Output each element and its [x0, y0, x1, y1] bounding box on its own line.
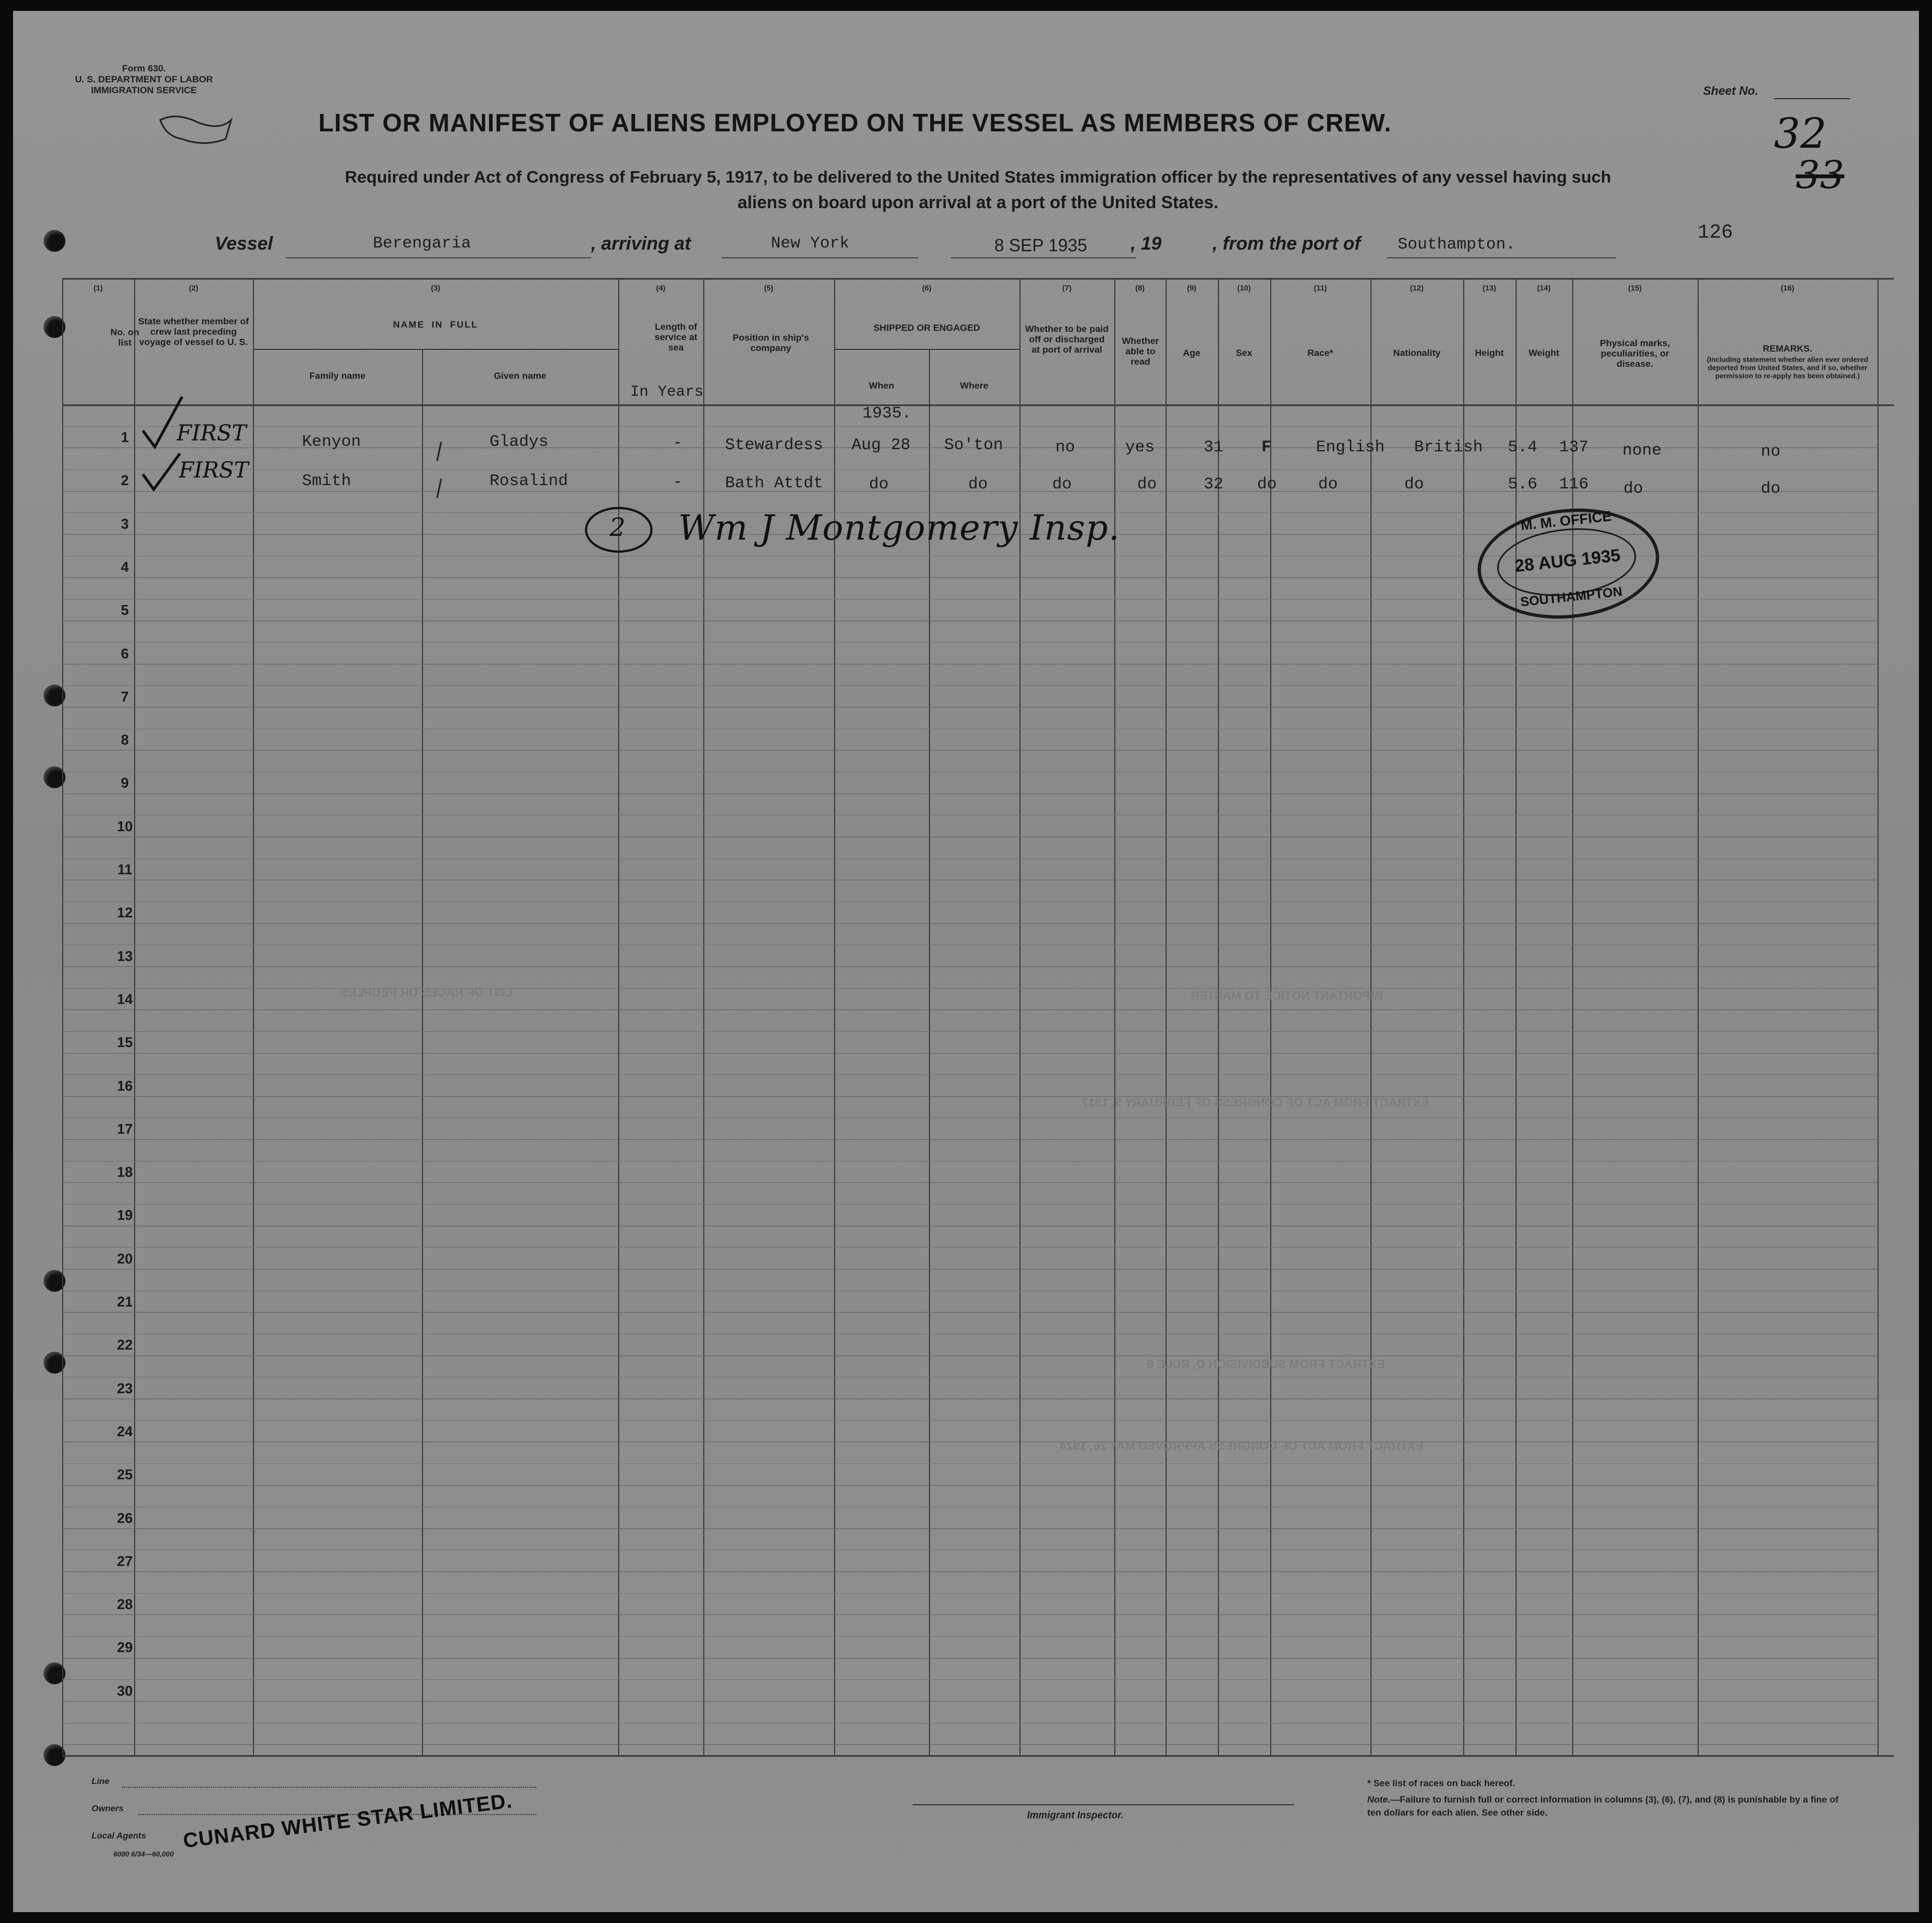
from-label: , from the port of	[1212, 233, 1361, 254]
subtitle	[188, 165, 1768, 215]
footer-owners-label: Owners	[92, 1804, 124, 1813]
col-header-weight: Weight	[1528, 348, 1560, 358]
row-rule	[62, 750, 1877, 751]
col-num: (10)	[1237, 283, 1251, 292]
sheet-no-label: Sheet No.	[1703, 84, 1759, 98]
row-rule	[62, 1744, 1877, 1745]
col-header-prev-voyage: State whether member of crew last preceding voyage of vessel to U. S.	[138, 316, 249, 347]
tick-mark	[436, 479, 442, 498]
row-rule	[62, 469, 1877, 470]
row-rule	[62, 1031, 1877, 1032]
arrival-date: 8 SEP 1935	[994, 235, 1088, 255]
row-rule	[62, 1528, 1877, 1529]
row-rule	[62, 1420, 1877, 1421]
row-rule	[62, 1247, 1877, 1248]
vessel-label: Vessel	[215, 233, 273, 254]
col-line	[1572, 278, 1573, 1756]
row-number: 9	[120, 775, 129, 791]
row-number: 23	[117, 1380, 133, 1396]
physical-marks: none	[1622, 442, 1662, 460]
paid-off: do	[1052, 475, 1072, 494]
col-header-remarks-sub: (Including statement whether alien ever ordered deported from United States, and if so, whether permission to re-apply has been obtained.)	[1706, 355, 1869, 380]
row-rule	[62, 426, 1877, 427]
footer-agents-label: Local Agents	[92, 1831, 146, 1841]
list-number: 126	[1698, 221, 1733, 244]
col-num: (9)	[1187, 283, 1197, 292]
col-line	[1166, 278, 1167, 1756]
from-port: Southampton.	[1398, 235, 1516, 254]
row-number: 21	[117, 1293, 133, 1310]
form-number: Form 630.	[122, 63, 166, 74]
physical-marks: do	[1623, 480, 1644, 498]
col-line	[1270, 278, 1271, 1756]
col-num: (11)	[1313, 283, 1327, 292]
col-num: (15)	[1628, 283, 1642, 292]
bleed-extract-3: EXTRACT FROM ACT OF CONGRESS APPROVED MAY 26, 1924	[1060, 1439, 1424, 1453]
row-number: 2	[120, 472, 129, 488]
check-mark-icon	[140, 450, 183, 494]
race: do	[1318, 475, 1338, 494]
col-num: (12)	[1410, 283, 1424, 292]
nationality: British	[1414, 438, 1483, 457]
shipped-year: 1935.	[862, 404, 912, 423]
row-rule	[62, 923, 1877, 924]
note-label: Note.	[1367, 1794, 1391, 1805]
col-header-family-name: Family name	[309, 371, 366, 381]
subtitle-line-2: aliens on board upon arrival at a port of the United States.	[738, 192, 1218, 212]
shipped-where: So'ton	[944, 436, 1004, 455]
row-rule	[62, 1139, 1877, 1140]
bleed-extract-1: EXTRACT FROM ACT OF CONGRESS OF FEBRUARY 5, 1917	[1082, 1096, 1429, 1109]
row-rule	[62, 858, 1877, 859]
col-header-remarks: REMARKS.	[1762, 343, 1813, 354]
row-number: 29	[117, 1639, 133, 1655]
sex: F	[1261, 438, 1272, 457]
col-num: (6)	[922, 283, 932, 292]
office-stamp	[1472, 500, 1664, 627]
year-label: , 19	[1131, 233, 1162, 254]
subtitle-line-1: Required under Act of Congress of February 5, 1917, to be delivered to the United States immigration officer by the representatives of any vessel having such	[345, 167, 1611, 186]
col-header-paid-off: Whether to be paid off or discharged at port of arrival	[1025, 324, 1109, 355]
col-header-sex: Sex	[1235, 348, 1253, 358]
remarks: do	[1761, 480, 1781, 498]
row-number: 11	[117, 861, 132, 878]
row-rule	[62, 1701, 1877, 1702]
col-num: (5)	[764, 283, 774, 292]
col-line	[1877, 278, 1879, 1756]
shipped-when: Aug 28	[852, 436, 911, 455]
sex: do	[1257, 475, 1277, 494]
age: 31	[1204, 438, 1224, 457]
form-icon	[155, 109, 237, 153]
col-header-service: Length of service at sea	[654, 322, 698, 353]
row-number: 30	[117, 1683, 133, 1699]
col-header-position: Position in ship's company	[732, 332, 810, 353]
footer-line-rule	[122, 1787, 536, 1788]
row-rule	[62, 1009, 1877, 1010]
vessel-name: Berengaria	[373, 234, 472, 253]
prev-voyage: FIRST	[179, 458, 249, 483]
col-num: (4)	[656, 283, 666, 292]
col-header-physical-marks: Physical marks, peculiarities, or disease.	[1599, 338, 1670, 369]
row-rule	[62, 1723, 1877, 1724]
prev-voyage: FIRST	[177, 421, 246, 446]
row-number: 28	[117, 1596, 133, 1612]
row-number: 19	[117, 1207, 133, 1223]
stamp-top: M. M. OFFICE	[1519, 507, 1613, 534]
row-number: 24	[117, 1423, 133, 1440]
name-subheader-rule	[253, 349, 618, 350]
col-num: (7)	[1062, 283, 1072, 292]
col-line	[929, 349, 930, 1756]
row-number: 22	[117, 1337, 133, 1353]
nationality: do	[1404, 475, 1424, 494]
row-rule	[62, 1312, 1877, 1313]
inspector-signature: Wm J Montgomery Insp.	[678, 508, 1120, 548]
col-header-where: Where	[960, 380, 988, 391]
able-to-read: yes	[1125, 438, 1155, 457]
failure-note	[1367, 1793, 1847, 1819]
races-note: * See list of races on back hereof.	[1367, 1778, 1516, 1788]
print-code: 6080 6/34—60,000	[113, 1850, 174, 1858]
row-rule	[62, 1485, 1877, 1486]
col-line	[1516, 278, 1517, 1756]
col-line	[834, 278, 835, 1756]
row-number: 20	[117, 1250, 133, 1267]
inspector-rule	[913, 1804, 1294, 1805]
agent-stamp: CUNARD WHITE STAR LIMITED.	[182, 1789, 514, 1853]
stamp-date: 28 AUG 1935	[1513, 545, 1621, 576]
race: English	[1316, 438, 1385, 457]
col-line	[134, 278, 135, 1756]
row-number: 26	[117, 1510, 133, 1526]
col-header-shipped: SHIPPED OR ENGAGED	[873, 323, 980, 333]
col-header-nationality: Nationality	[1393, 348, 1441, 358]
row-number: 1	[120, 429, 129, 445]
remarks: no	[1761, 443, 1781, 461]
service: IMMIGRATION SERVICE	[91, 85, 197, 95]
col-header-height: Height	[1475, 348, 1504, 358]
vessel-rule	[286, 257, 591, 258]
row-number: 12	[117, 904, 133, 921]
family-name: Kenyon	[302, 433, 361, 451]
table-header-bottom-rule	[62, 404, 1894, 406]
row-rule	[62, 1636, 1877, 1637]
row-number: 7	[120, 688, 129, 705]
col-header-name: NAME IN FULL	[393, 319, 478, 330]
col-line	[253, 278, 254, 1756]
row-number: 4	[120, 559, 129, 575]
row-rule	[62, 642, 1877, 643]
col-line	[1218, 278, 1219, 1756]
col-line	[1019, 278, 1021, 1756]
row-rule	[62, 1074, 1877, 1075]
row-rule	[62, 1096, 1877, 1097]
col-line	[703, 278, 704, 1756]
row-rule	[62, 1679, 1877, 1680]
row-number: 8	[120, 731, 129, 748]
row-number: 15	[117, 1034, 133, 1050]
col-line	[1370, 278, 1372, 1756]
col-header-age: Age	[1182, 348, 1201, 358]
weight: 116	[1559, 475, 1589, 494]
weight: 137	[1559, 438, 1589, 457]
given-name: Gladys	[490, 433, 549, 451]
service-years: -	[673, 473, 683, 492]
immigrant-inspector-label: Immigrant Inspector.	[1027, 1810, 1124, 1821]
table-top-rule	[62, 278, 1894, 280]
row-rule	[62, 1204, 1877, 1205]
col-line	[62, 278, 63, 1756]
row-number: 10	[117, 818, 133, 834]
form-header	[62, 63, 226, 96]
row-rule	[62, 1182, 1877, 1183]
col-num: (13)	[1482, 283, 1496, 292]
row-number: 5	[120, 602, 129, 618]
shipped-subheader-rule	[834, 349, 1019, 350]
stamp-bottom: SOUTHAMPTON	[1519, 584, 1623, 610]
row-number: 6	[120, 645, 129, 662]
row-rule	[62, 966, 1877, 967]
row-rule	[62, 1614, 1877, 1615]
row-number: 27	[117, 1553, 133, 1569]
col-num: (16)	[1780, 283, 1795, 292]
row-rule	[62, 988, 1877, 989]
shipped-when: do	[869, 475, 889, 494]
row-rule	[62, 1053, 1877, 1054]
bleed-races-title: LIST OF RACES OR PEOPLES	[340, 985, 513, 999]
row-rule	[62, 1117, 1877, 1118]
arriving-rule	[722, 257, 918, 258]
paid-off: no	[1055, 438, 1076, 457]
row-rule	[62, 685, 1877, 686]
bleed-extract-2: EXTRACT FROM SUBDIVISION D, RULE 6	[1147, 1357, 1385, 1371]
sheet-no-struck: 33	[1796, 153, 1845, 197]
col-num: (3)	[431, 283, 440, 292]
age: 32	[1204, 475, 1224, 494]
row-number: 3	[120, 516, 129, 532]
position: Bath Attdt	[725, 474, 824, 493]
col-header-when: When	[868, 380, 895, 391]
col-line	[618, 278, 619, 1756]
footer-line-label: Line	[92, 1777, 110, 1786]
row-number: 14	[117, 991, 133, 1007]
col-header-service-unit: In Years	[630, 384, 704, 401]
col-header-given-name: Given name	[493, 371, 547, 381]
row-number: 17	[117, 1121, 133, 1137]
shipped-where: do	[968, 475, 988, 494]
col-num: (2)	[189, 283, 198, 292]
height: 5.4	[1508, 438, 1538, 457]
sheet-no-value: 32	[1774, 109, 1827, 158]
tick-mark	[436, 442, 442, 461]
manifest-sheet	[13, 11, 1919, 1912]
row-number: 16	[117, 1078, 133, 1094]
col-header-race: Race*	[1307, 348, 1333, 358]
able-to-read: do	[1137, 475, 1157, 494]
note-text: —Failure to furnish full or correct information in columns (3), (6), (7), and (8) is punishable by a fine of ten dollars for each alien. See other side.	[1367, 1794, 1839, 1818]
inspector-count: 2	[609, 512, 626, 542]
col-num: (1)	[93, 283, 103, 292]
row-rule	[62, 1593, 1877, 1594]
col-num: (8)	[1135, 283, 1145, 292]
page-title: LIST OR MANIFEST OF ALIENS EMPLOYED ON THE VESSEL AS MEMBERS OF CREW.	[318, 108, 1392, 137]
row-rule	[62, 1161, 1877, 1162]
binder-hole	[44, 230, 65, 252]
arriving-port: New York	[771, 234, 850, 253]
position: Stewardess	[725, 436, 824, 455]
col-line	[422, 349, 423, 1756]
col-line	[1463, 278, 1464, 1756]
col-line	[1698, 278, 1699, 1756]
table-bottom-rule	[62, 1755, 1894, 1757]
row-rule	[62, 1658, 1877, 1659]
row-rule	[62, 1571, 1877, 1572]
row-number: 13	[117, 948, 133, 964]
col-header-no: No. on list	[110, 327, 140, 348]
col-line	[1114, 278, 1115, 1756]
port-rule	[1387, 257, 1616, 258]
sheet-no-rule	[1774, 98, 1850, 99]
height: 5.6	[1508, 475, 1538, 494]
department: U. S. DEPARTMENT OF LABOR	[75, 74, 213, 84]
date-rule	[951, 257, 1136, 258]
col-num: (14)	[1537, 283, 1551, 292]
row-number: 25	[117, 1466, 133, 1483]
given-name: Rosalind	[490, 472, 569, 491]
bleed-notice-title: IMPORTANT NOTICE TO MASTER	[1191, 989, 1384, 1002]
family-name: Smith	[302, 472, 352, 491]
row-number: 18	[117, 1164, 133, 1180]
arriving-label: , arriving at	[591, 233, 691, 254]
col-header-read: Whether able to read	[1122, 336, 1159, 367]
service-years: -	[673, 434, 683, 452]
